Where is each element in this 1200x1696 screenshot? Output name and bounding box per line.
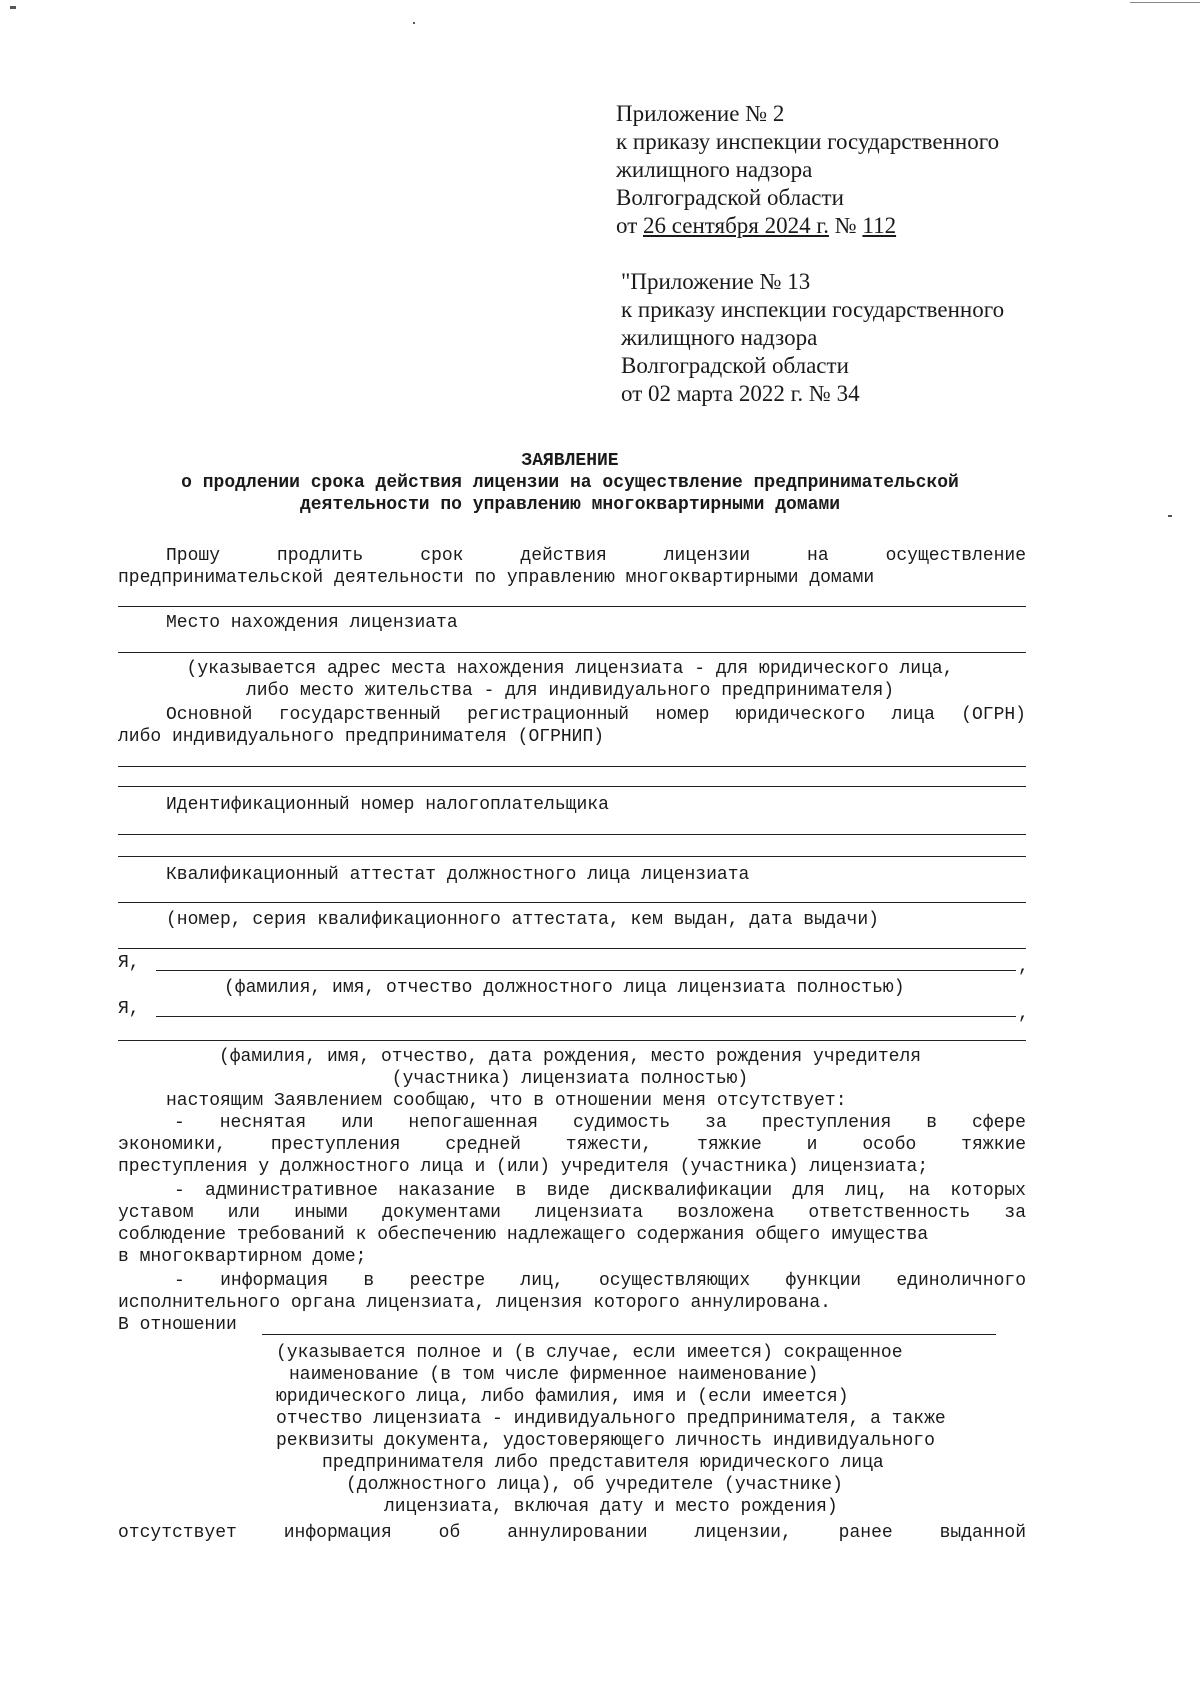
founder-comma: , bbox=[1018, 1004, 1029, 1024]
request-line-1: Прошу продлить срок действия лицензии на осуществление bbox=[166, 546, 1026, 566]
request-line-2: предпринимательской деятельности по управлению многоквартирными домами bbox=[118, 568, 875, 588]
scan-mark bbox=[10, 6, 16, 9]
field-line bbox=[118, 786, 1026, 787]
regarding-hint-8: лицензиата, включая дату и место рождения) bbox=[384, 1497, 838, 1517]
ogrn-line-2: либо индивидуального предпринимателя (ОГРНИП) bbox=[118, 727, 605, 747]
appendix-2-line4: Волгоградской области bbox=[616, 185, 844, 210]
ogrn-line-1: Основной государственный регистрационный номер юридического лица (ОГРН) bbox=[166, 705, 1026, 725]
bullet-2-line-1: - административное наказание в виде дисквалификации для лиц, на которых bbox=[174, 1181, 1026, 1201]
title-heading: ЗАЯВЛЕНИЕ bbox=[521, 451, 619, 471]
appendix-2-date-line: от 26 сентября 2024 г. № 112 bbox=[616, 213, 897, 238]
appendix-2-number: 112 bbox=[862, 213, 897, 238]
regarding-hint-5: реквизиты документа, удостоверяющего личность индивидуального bbox=[276, 1431, 935, 1451]
bullet-3-line-2: исполнительного органа лицензиата, лицензия которого аннулирована. bbox=[118, 1293, 831, 1313]
location-hint-1: (указывается адрес места нахождения лицензиата - для юридического лица, bbox=[186, 659, 954, 679]
official-prefix: Я, bbox=[118, 953, 140, 973]
title-sub-2: деятельности по управлению многоквартирными домами bbox=[299, 495, 841, 515]
scan-mark bbox=[1168, 515, 1172, 517]
bullet-3-line-1: - информация в реестре лиц, осуществляющих функции единоличного bbox=[174, 1271, 1026, 1291]
official-hint: (фамилия, имя, отчество должностного лица лицензиата полностью) bbox=[224, 978, 905, 998]
regarding-hint-2: наименование (в том числе фирменное наименование) bbox=[289, 1365, 819, 1385]
field-line bbox=[156, 970, 1016, 971]
regarding-hint-1: (указывается полное и (в случае, если имеется) сокращенное bbox=[276, 1343, 903, 1363]
statement-line: настоящим Заявлением сообщаю, что в отношении меня отсутствует: bbox=[166, 1091, 847, 1111]
scan-mark bbox=[413, 22, 415, 24]
founder-hint-2: (участника) лицензиата полностью) bbox=[391, 1069, 749, 1089]
regarding-label: В отношении bbox=[118, 1315, 237, 1335]
field-line bbox=[118, 1040, 1026, 1041]
appendix-13-header bbox=[621, 268, 1004, 408]
appendix-13-line1: "Приложение № 13 bbox=[621, 269, 811, 294]
bullet-2-line-2: уставом или иными документами лицензиата возложена ответственность за bbox=[118, 1203, 1026, 1223]
bullet-1-line-1: - неснятая или непогашенная судимость за преступления в сфере bbox=[174, 1113, 1026, 1133]
regarding-hint-6: предпринимателя либо представителя юридического лица bbox=[322, 1453, 884, 1473]
appendix-2-header bbox=[616, 100, 999, 240]
appendix-13-line3: жилищного надзора bbox=[621, 325, 818, 350]
location-hint-2: либо место жительства - для индивидуального предпринимателя) bbox=[245, 681, 895, 701]
bullet-2-line-4: в многоквартирном доме; bbox=[118, 1247, 367, 1267]
field-line bbox=[118, 766, 1026, 767]
cert-label: Квалификационный аттестат должностного лица лицензиата bbox=[166, 865, 750, 885]
bullet-1-line-2: экономики, преступления средней тяжести, тяжкие и особо тяжкие bbox=[118, 1135, 1026, 1155]
founder-hint-1: (фамилия, имя, отчество, дата рождения, место рождения учредителя bbox=[218, 1047, 922, 1067]
location-label: Место нахождения лицензиата bbox=[166, 613, 458, 633]
appendix-13-line4: Волгоградской области bbox=[621, 353, 849, 378]
founder-prefix: Я, bbox=[118, 999, 140, 1019]
field-line bbox=[118, 606, 1026, 607]
appendix-13-line2: к приказу инспекции государственного bbox=[621, 297, 1005, 322]
appendix-2-line3: жилищного надзора bbox=[616, 157, 813, 182]
regarding-hint-4: отчество лицензиата - индивидуального предпринимателя, а также bbox=[276, 1409, 946, 1429]
field-line bbox=[118, 948, 1026, 949]
field-line bbox=[118, 856, 1026, 857]
bullet-2-line-3: соблюдение требований к обеспечению надлежащего содержания общего имущества bbox=[118, 1225, 929, 1245]
scan-mark bbox=[1130, 2, 1200, 3]
appendix-2-date: 26 сентября 2024 г. bbox=[643, 213, 829, 238]
field-line bbox=[262, 1334, 996, 1335]
field-line bbox=[118, 902, 1026, 903]
appendix-2-line2: к приказу инспекции государственного bbox=[616, 129, 1000, 154]
title-sub-1: о продлении срока действия лицензии на осуществление предпринимательской bbox=[181, 473, 959, 493]
appendix-2-line1: Приложение № 2 bbox=[616, 101, 785, 126]
official-comma: , bbox=[1018, 957, 1029, 977]
regarding-hint-7: (должностного лица), об учредителе (участнике) bbox=[346, 1475, 843, 1495]
field-line bbox=[118, 834, 1026, 835]
document-title bbox=[110, 450, 1030, 516]
bullet-1-line-3: преступления у должностного лица и (или) учредителя (участника) лицензиата; bbox=[118, 1157, 929, 1177]
field-line bbox=[118, 652, 1026, 653]
field-line bbox=[156, 1016, 1016, 1017]
appendix-13-line5: от 02 марта 2022 г. № 34 bbox=[621, 381, 860, 406]
regarding-hint-3: юридического лица, либо фамилия, имя и (если имеется) bbox=[276, 1387, 849, 1407]
last-line: отсутствует информация об аннулировании лицензии, ранее выданной bbox=[118, 1523, 1026, 1543]
cert-hint: (номер, серия квалификационного аттестата, кем выдан, дата выдачи) bbox=[166, 910, 879, 930]
inn-label: Идентификационный номер налогоплательщика bbox=[166, 795, 609, 815]
